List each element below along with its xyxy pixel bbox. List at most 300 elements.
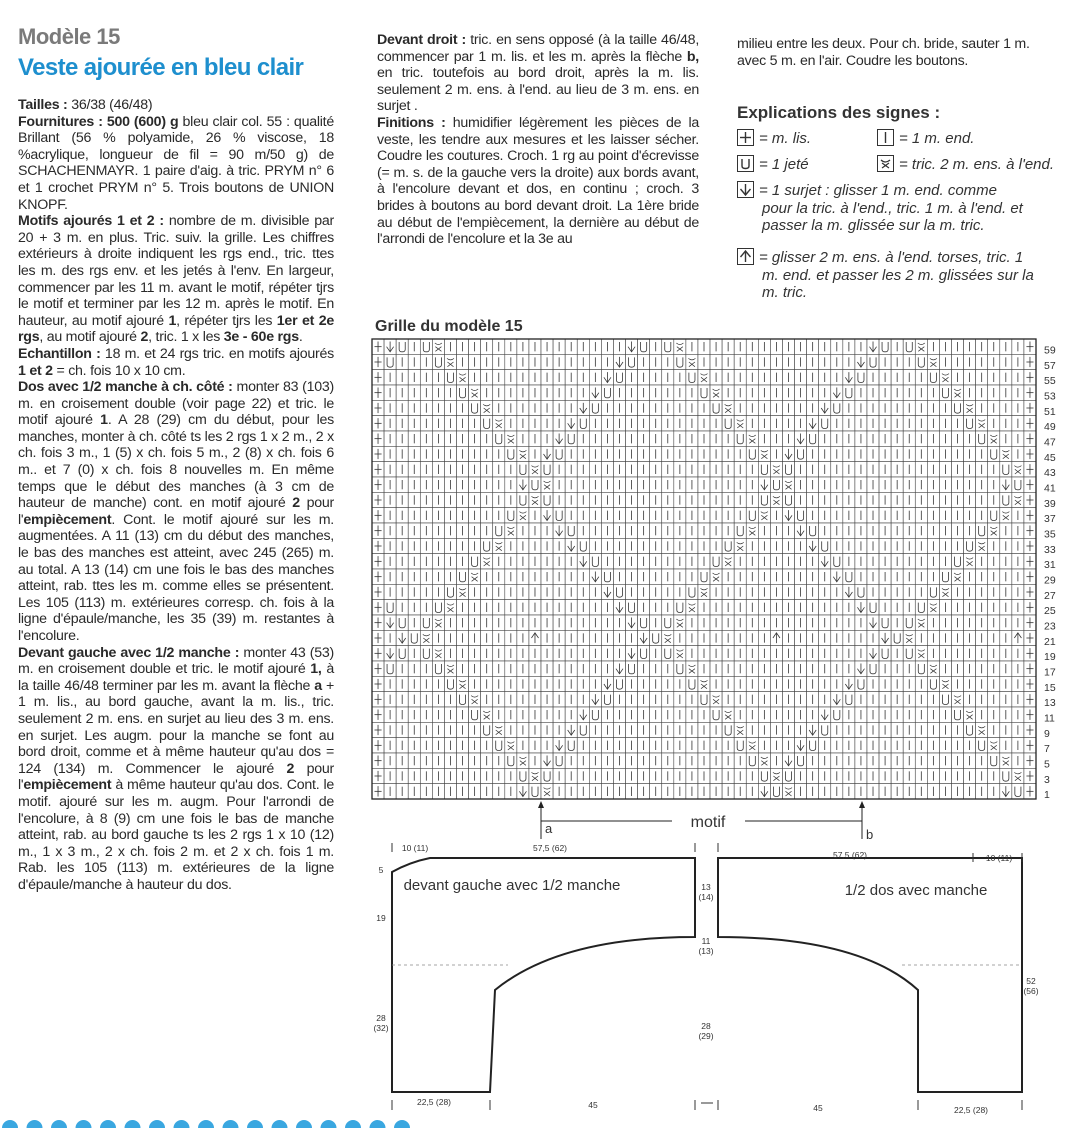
grid-cell xyxy=(891,630,903,645)
grid-cell-box xyxy=(939,676,951,691)
grid-cell xyxy=(1024,569,1036,584)
grid-cell xyxy=(638,385,650,400)
grid-cell xyxy=(782,722,794,737)
grid-cell xyxy=(879,676,891,691)
grid-cell xyxy=(638,753,650,768)
grid-cell xyxy=(601,462,613,477)
grid-cell-box xyxy=(976,538,988,553)
grid-cell xyxy=(746,722,758,737)
grid-cell xyxy=(831,400,843,415)
grid-cell-box xyxy=(432,339,444,354)
grid-cell xyxy=(746,523,758,538)
grid-cell xyxy=(469,508,481,523)
grid-cell xyxy=(420,707,432,722)
grid-cell xyxy=(879,400,891,415)
grid-cell xyxy=(1012,446,1024,461)
grid-cell xyxy=(372,554,384,569)
grid-cell-box xyxy=(686,354,698,369)
grid-cell xyxy=(782,738,794,753)
grid-cell xyxy=(964,707,976,722)
grid-cell xyxy=(1000,676,1012,691)
grid-cell xyxy=(565,523,577,538)
grid-cell xyxy=(831,676,843,691)
grid-cell xyxy=(1024,600,1036,615)
grid-cell xyxy=(734,584,746,599)
grid-cell xyxy=(807,400,819,415)
grid-cell xyxy=(662,339,674,354)
grid-cell xyxy=(396,646,408,661)
grid-cell xyxy=(469,661,481,676)
grid-cell xyxy=(831,753,843,768)
grid-cell xyxy=(1012,584,1024,599)
grid-cell xyxy=(722,477,734,492)
grid-cell-box xyxy=(686,600,698,615)
grid-cell xyxy=(819,584,831,599)
grid-cell xyxy=(1000,722,1012,737)
grid-cell xyxy=(493,431,505,446)
grid-cell xyxy=(396,385,408,400)
grid-cell xyxy=(819,462,831,477)
motifs-bold: 1 xyxy=(168,312,177,329)
grid-cell xyxy=(638,477,650,492)
grid-cell xyxy=(939,584,951,599)
grid-cell xyxy=(927,600,939,615)
grid-cell-box xyxy=(915,615,927,630)
grid-cell xyxy=(843,462,855,477)
grid-cell xyxy=(372,492,384,507)
grid-cell xyxy=(722,400,734,415)
grid-cell xyxy=(734,630,746,645)
grid-cell xyxy=(408,707,420,722)
grid-cell xyxy=(807,676,819,691)
grid-cell xyxy=(384,492,396,507)
grid-cell xyxy=(722,738,734,753)
grid-cell xyxy=(638,523,650,538)
grid-cell xyxy=(722,385,734,400)
grid-cell xyxy=(420,554,432,569)
devant-droit-bold: b, xyxy=(686,48,699,65)
grid-cell xyxy=(1000,492,1012,507)
grid-cell xyxy=(951,692,963,707)
grid-cell xyxy=(650,431,662,446)
grid-cell xyxy=(444,722,456,737)
grid-cell xyxy=(867,462,879,477)
grid-cell xyxy=(638,416,650,431)
grid-cell xyxy=(964,554,976,569)
grid-cell xyxy=(879,722,891,737)
grid-cell xyxy=(819,339,831,354)
grid-cell xyxy=(662,554,674,569)
grid-cell xyxy=(976,538,988,553)
grid-cell xyxy=(505,400,517,415)
grid-cell xyxy=(1000,600,1012,615)
grid-cell xyxy=(951,462,963,477)
grid-cell xyxy=(517,646,529,661)
grid-cell xyxy=(384,615,396,630)
grid-cell xyxy=(493,707,505,722)
grid-cell xyxy=(613,661,625,676)
grid-cell xyxy=(529,768,541,783)
grid-cell xyxy=(372,339,384,354)
grid-cell xyxy=(951,354,963,369)
grid-cell xyxy=(481,692,493,707)
grid-cell xyxy=(891,492,903,507)
grid-cell xyxy=(420,692,432,707)
grid-cell xyxy=(662,661,674,676)
grid-cell xyxy=(638,646,650,661)
grid-cell xyxy=(988,569,1000,584)
grid-cell-box xyxy=(457,676,469,691)
grid-cell xyxy=(457,523,469,538)
grid-cell xyxy=(734,400,746,415)
grid-cell xyxy=(565,692,577,707)
grid-cell xyxy=(988,416,1000,431)
grid-cell xyxy=(867,630,879,645)
grid-cell xyxy=(384,722,396,737)
grid-cell xyxy=(529,646,541,661)
grid-cell xyxy=(879,354,891,369)
grid-cell xyxy=(903,508,915,523)
grid-cell xyxy=(457,738,469,753)
grid-cell xyxy=(831,385,843,400)
grid-cell xyxy=(396,446,408,461)
grid-cell xyxy=(807,370,819,385)
grid-cell xyxy=(964,738,976,753)
grid-cell xyxy=(493,523,505,538)
grid-cell xyxy=(589,339,601,354)
grid-cell xyxy=(1000,554,1012,569)
grid-cell xyxy=(831,492,843,507)
grid-cell xyxy=(782,508,794,523)
grid-cell xyxy=(758,707,770,722)
grid-cell xyxy=(1012,707,1024,722)
grid-cell xyxy=(517,370,529,385)
grid-cell xyxy=(867,753,879,768)
grid-cell xyxy=(626,523,638,538)
grid-cell xyxy=(565,738,577,753)
grid-cell xyxy=(976,615,988,630)
grid-cell xyxy=(795,523,807,538)
grid-cell xyxy=(988,400,1000,415)
grid-cell xyxy=(565,385,577,400)
grid-cell xyxy=(553,523,565,538)
grid-cell xyxy=(951,584,963,599)
grid-cell xyxy=(951,707,963,722)
grid-cell xyxy=(686,354,698,369)
grid-cell xyxy=(493,753,505,768)
grid-cell xyxy=(469,722,481,737)
grid-cell xyxy=(686,416,698,431)
grid-cell xyxy=(1012,400,1024,415)
grid-cell xyxy=(469,768,481,783)
grid-cell xyxy=(408,630,420,645)
grid-cell xyxy=(384,370,396,385)
grid-cell xyxy=(891,431,903,446)
legend-text: passer la m. glissée sur la m. tric. xyxy=(762,216,985,234)
grid-cell xyxy=(420,630,432,645)
grid-cell xyxy=(626,707,638,722)
grid-cell xyxy=(420,416,432,431)
grid-cell xyxy=(819,354,831,369)
grid-cell xyxy=(457,615,469,630)
grid-cell xyxy=(505,615,517,630)
grid-cell xyxy=(384,676,396,691)
grid-cell xyxy=(951,385,963,400)
grid-cell xyxy=(686,584,698,599)
grid-cell xyxy=(891,523,903,538)
grid-cell xyxy=(686,477,698,492)
grid-cell xyxy=(903,462,915,477)
grid-cell xyxy=(565,416,577,431)
grid-cell xyxy=(758,584,770,599)
grid-cell xyxy=(746,431,758,446)
grid-cell xyxy=(795,722,807,737)
grid-cell xyxy=(903,400,915,415)
grid-cell xyxy=(770,722,782,737)
dos-text: monter 83 (103) m. en croisement double (voir page 22) et tric. le motif ajouré xyxy=(18,379,334,429)
grid-cell xyxy=(722,676,734,691)
grid-cell xyxy=(1000,753,1012,768)
grid-cell xyxy=(613,400,625,415)
grid-cell xyxy=(698,738,710,753)
grid-cell xyxy=(758,615,770,630)
grid-cell xyxy=(807,554,819,569)
grid-cell xyxy=(396,477,408,492)
grid-cell xyxy=(517,722,529,737)
grid-cell xyxy=(674,400,686,415)
grid-cell xyxy=(795,615,807,630)
grid-cell xyxy=(493,446,505,461)
grid-cell xyxy=(746,538,758,553)
grid-cell xyxy=(662,600,674,615)
grid-cell xyxy=(831,569,843,584)
grid-cell xyxy=(372,462,384,477)
grid-cell xyxy=(589,722,601,737)
grid-cell xyxy=(1012,477,1024,492)
grid-cell xyxy=(843,646,855,661)
legend-text: = tric. 2 m. ens. à l'end. xyxy=(899,156,1055,173)
grid-cell xyxy=(795,508,807,523)
grid-cell xyxy=(1024,446,1036,461)
grid-cell xyxy=(770,661,782,676)
grid-cell xyxy=(529,354,541,369)
grid-cell xyxy=(891,554,903,569)
grid-cell xyxy=(384,400,396,415)
grid-cell xyxy=(782,400,794,415)
grid-cell xyxy=(927,538,939,553)
grid-cell xyxy=(1024,615,1036,630)
grid-cell xyxy=(481,676,493,691)
grid-cell xyxy=(988,707,1000,722)
grid-cell xyxy=(577,554,589,569)
grid-cell xyxy=(964,431,976,446)
grid-cell xyxy=(795,354,807,369)
grid-cell xyxy=(843,508,855,523)
grid-cell xyxy=(444,554,456,569)
grid-cell xyxy=(831,416,843,431)
grid-cell xyxy=(782,646,794,661)
grid-cell xyxy=(577,462,589,477)
grid-cell xyxy=(589,354,601,369)
grid-cell xyxy=(782,523,794,538)
grid-cell xyxy=(674,661,686,676)
grid-cell xyxy=(1000,416,1012,431)
grid-cell xyxy=(843,738,855,753)
grid-cell xyxy=(457,431,469,446)
grid-cell xyxy=(795,692,807,707)
grid-cell xyxy=(601,370,613,385)
grid-cell xyxy=(505,768,517,783)
grid-cell xyxy=(927,692,939,707)
grid-cell xyxy=(420,538,432,553)
grid-cell xyxy=(988,477,1000,492)
grid-cell xyxy=(819,615,831,630)
grid-cell-box xyxy=(988,431,1000,446)
grid-cell xyxy=(553,707,565,722)
grid-cell xyxy=(891,400,903,415)
grid-cell xyxy=(601,615,613,630)
grid-cell xyxy=(734,600,746,615)
grid-cell xyxy=(469,400,481,415)
grid-cell xyxy=(722,446,734,461)
grid-cell xyxy=(964,523,976,538)
grid-cell xyxy=(396,370,408,385)
grid-cell xyxy=(384,692,396,707)
grid-cell xyxy=(372,446,384,461)
grid-cell xyxy=(903,630,915,645)
grid-cell xyxy=(517,508,529,523)
grid-cell xyxy=(891,661,903,676)
grid-cell xyxy=(577,508,589,523)
grid-cell xyxy=(396,400,408,415)
grid-cell xyxy=(1000,462,1012,477)
grid-cell xyxy=(529,431,541,446)
grid-cell xyxy=(589,615,601,630)
grid-cell xyxy=(493,554,505,569)
grid-cell xyxy=(469,600,481,615)
grid-cell xyxy=(650,385,662,400)
grid-cell xyxy=(988,692,1000,707)
grid-cell xyxy=(638,630,650,645)
grid-cell xyxy=(529,492,541,507)
grid-cell xyxy=(891,753,903,768)
grid-cell xyxy=(710,431,722,446)
grid-cell xyxy=(481,630,493,645)
grid-cell xyxy=(517,400,529,415)
grid-cell xyxy=(577,676,589,691)
grid-cell-box xyxy=(770,492,782,507)
grid-cell xyxy=(420,492,432,507)
grid-cell xyxy=(903,722,915,737)
grid-cell xyxy=(951,492,963,507)
grid-cell xyxy=(529,569,541,584)
grid-cell xyxy=(964,600,976,615)
grid-cell xyxy=(626,400,638,415)
grid-cell-box xyxy=(432,615,444,630)
grid-cell xyxy=(746,676,758,691)
grid-cell xyxy=(843,370,855,385)
grid-cell xyxy=(795,569,807,584)
grid-cell xyxy=(698,523,710,538)
grid-cell xyxy=(553,692,565,707)
grid-cell xyxy=(710,508,722,523)
grid-cell xyxy=(481,370,493,385)
grid-cell xyxy=(855,508,867,523)
grid-cell xyxy=(807,523,819,538)
grid-cell xyxy=(807,738,819,753)
grid-cell xyxy=(650,370,662,385)
grid-cell xyxy=(1012,508,1024,523)
grid-cell xyxy=(1000,707,1012,722)
grid-cell xyxy=(855,400,867,415)
grid-cell xyxy=(505,508,517,523)
grid-cell xyxy=(481,600,493,615)
grid-cell xyxy=(770,554,782,569)
grid-cell-box xyxy=(432,646,444,661)
grid-cell xyxy=(444,707,456,722)
grid-cell xyxy=(1012,722,1024,737)
grid-cell xyxy=(420,768,432,783)
grid-cell xyxy=(976,400,988,415)
grid-cell xyxy=(710,768,722,783)
grid-cell xyxy=(553,554,565,569)
grid-cell xyxy=(746,446,758,461)
grid-cell xyxy=(746,569,758,584)
grid-cell xyxy=(589,661,601,676)
grid-cell xyxy=(541,630,553,645)
devant-text: pour l' xyxy=(18,760,334,794)
grid-cell xyxy=(867,646,879,661)
devant-gauche-label: Devant gauche avec 1/2 manche : xyxy=(18,644,240,661)
grid-cell xyxy=(469,523,481,538)
grid-cell-box xyxy=(722,554,734,569)
grid-cell xyxy=(372,370,384,385)
grid-cell xyxy=(686,661,698,676)
grid-cell xyxy=(722,339,734,354)
fournitures-label: Fournitures : 500 (600) g xyxy=(18,113,179,130)
grid-cell xyxy=(915,646,927,661)
grid-cell xyxy=(517,753,529,768)
grid-cell xyxy=(734,707,746,722)
dos-bold: empiècement xyxy=(23,511,112,528)
grid-cell xyxy=(517,584,529,599)
grid-cell xyxy=(541,385,553,400)
grid-cell xyxy=(577,354,589,369)
grid-cell xyxy=(795,431,807,446)
grid-cell xyxy=(879,370,891,385)
grid-cell xyxy=(541,400,553,415)
grid-cell xyxy=(758,538,770,553)
grid-cell xyxy=(396,523,408,538)
devant-text: monter 43 (53) m. en croisement double et tric. le motif ajouré xyxy=(18,644,334,678)
grid-cell xyxy=(964,676,976,691)
grid-cell xyxy=(770,400,782,415)
grid-cell xyxy=(457,707,469,722)
grid-cell xyxy=(589,370,601,385)
grid-cell xyxy=(927,554,939,569)
grid-cell xyxy=(976,722,988,737)
grid-cell xyxy=(505,416,517,431)
grid-cell xyxy=(976,738,988,753)
grid-cell xyxy=(505,569,517,584)
grid-cell xyxy=(855,523,867,538)
grid-cell xyxy=(819,707,831,722)
grid-cell xyxy=(867,661,879,676)
grid-cell xyxy=(939,538,951,553)
grid-cell xyxy=(831,646,843,661)
motifs-bold: 1er et 2e rgs xyxy=(18,312,334,346)
grid-cell xyxy=(457,492,469,507)
